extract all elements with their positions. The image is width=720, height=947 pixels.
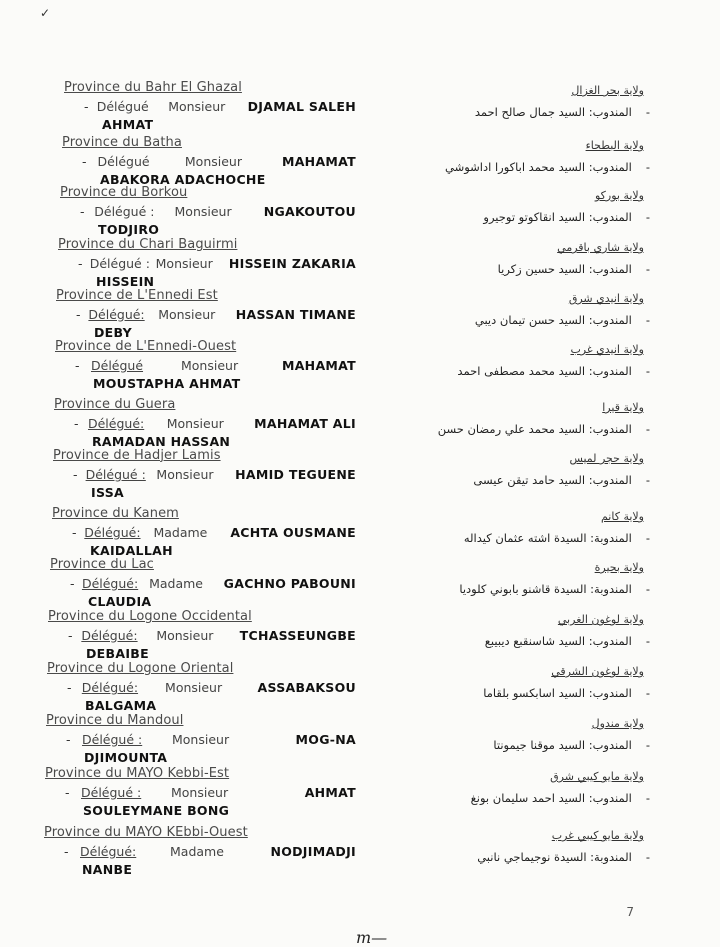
ar-delegate-line [459,582,650,596]
civility: Monsieur [165,680,223,695]
ar-province-title: ولاية لوغون الغربي [557,613,644,626]
civility: Monsieur [174,204,232,219]
fr-delegate-line [67,680,356,695]
fr-delegate-line [74,416,356,431]
ar-delegate-line [464,531,650,545]
civility: Monsieur [166,416,224,431]
ar-province-title: ولاية مايو كيبي شرق [550,770,644,783]
delegate-name-line1: HISSEIN ZAKARIA [228,256,356,271]
ar-delegate: المندوبة: السيدة قاشنو بابوني كلوديا [459,582,632,596]
fr-province-title: Province du Batha [62,135,182,150]
delegate-name-line2: ISSA [91,485,124,500]
ar-delegate-line [471,791,650,805]
ar-province-title: ولاية مايو كيبي غرب [551,829,644,842]
civility: Monsieur [181,358,239,373]
fr-delegate-line [78,256,356,271]
fr-delegate-line [70,576,356,591]
fr-province-title: Province de L'Ennedi Est [56,288,218,303]
delegate-name-line2: MOUSTAPHA AHMAT [93,376,241,391]
delegate-label: Délégué: [80,844,137,859]
ar-province-title: ولاية بحر الغزال [571,84,644,97]
delegate-label: Délégué : [85,467,146,482]
delegate-label: Délégué: [81,576,139,591]
ar-province-title: ولاية انيدي شرق [568,292,644,305]
civility: Madame [153,525,208,540]
delegate-label: Délégué: [81,680,139,695]
delegate-name-line1: HASSAN TIMANE [235,307,356,322]
delegate-label: Délégué: [87,416,145,431]
delegate-name-line1: ACHTA OUSMANE [230,525,356,540]
ar-delegate-line [493,738,650,752]
ar-delegate: المندوب: السيد موقنا جيمونتا [493,738,632,752]
ar-delegate-line [483,686,650,700]
ar-bullet-dash: - [645,105,650,119]
delegate-name-line2: NANBE [82,862,133,877]
ar-delegate-line [475,105,650,119]
delegate-name-line2: ABAKORA ADACHOCHE [100,172,266,187]
fr-province-title: Province du Logone Occidental [48,609,252,624]
delegate-name-line2: SOULEYMANE BONG [83,803,230,818]
ar-bullet-dash: - [645,160,650,174]
ar-delegate: المندوبة: السيدة اشته عثمان كيداله [463,531,632,545]
ar-bullet-dash: - [645,582,650,596]
civility: Monsieur [172,732,230,747]
ar-delegate: المندوب: السيد انقاكوتو توجيرو [483,210,632,224]
fr-delegate-line [72,525,356,540]
delegate-name-line1: ASSABAKSOU [257,680,356,695]
ar-delegate: المندوب: السيد محمد اباكورا اداشوشي [445,160,632,174]
fr-province-title: Province du Guera [54,397,176,412]
fr-province-title: Province du Borkou [60,185,188,200]
ar-bullet-dash: - [645,531,650,545]
fr-province-title: Province du Chari Baguirmi [58,237,238,252]
ar-delegate: المندوب: السيد شاسنقبع ديبيبع [484,634,632,648]
delegate-label: Délégué [97,154,150,169]
delegate-name-line1: MAHAMAT ALI [254,416,356,431]
fr-province-title: Province du Kanem [52,506,179,521]
ar-bullet-dash: - [645,364,650,378]
ar-delegate: المندوب: السيد محمد مصطفى احمد [457,364,632,378]
signature: m— [356,928,388,947]
delegate-name-line2: BALGAMA [85,698,157,713]
delegate-label: Délégué: [84,525,141,540]
ar-province-title: ولاية البطحاء [585,139,644,152]
civility: Madame [170,844,224,859]
ar-bullet-dash: - [645,791,650,805]
fr-province-title: Province de Hadjer Lamis [53,448,221,463]
ar-delegate: المندوب: السيد حسين زكريا [497,262,632,276]
delegate-name-line2: TODJIRO [98,222,160,237]
ar-province-title: ولاية انيدي غرب [570,343,644,356]
civility: Monsieur [155,256,213,271]
bullet-dash: - [68,628,73,643]
delegate-name-line2: KAIDALLAH [90,543,173,558]
bullet-dash: - [64,844,69,859]
ar-bullet-dash: - [645,313,650,327]
delegate-name-line2: HISSEIN [96,274,155,289]
ar-bullet-dash: - [645,210,650,224]
civility: Monsieur [158,307,216,322]
bullet-dash: - [65,785,70,800]
delegate-name-line2: AHMAT [102,117,154,132]
fr-province-title: Province du Lac [50,557,154,572]
fr-delegate-line [76,307,356,322]
delegate-label: Délégué : [89,256,150,271]
delegate-name-line1: GACHNO PABOUNI [223,576,356,591]
delegate-name-line1: NGAKOUTOU [263,204,356,219]
ar-bullet-dash: - [645,422,650,436]
fr-delegate-line [73,467,356,482]
ar-province-title: ولاية كانم [600,510,644,523]
delegate-label: Délégué : [82,732,143,747]
ar-delegate: المندوب: السيد محمد علي رمضان حسن [437,422,632,436]
delegate-name-line1: DJAMAL SALEH [247,99,356,114]
bullet-dash: - [67,680,72,695]
ar-delegate-line [477,850,650,864]
civility: Madame [149,576,203,591]
ar-delegate: المندوب: السيد احمد سليمان بونغ [470,791,632,805]
fr-province-title: Province du MAYO KEbbi-Ouest [44,825,248,840]
ar-bullet-dash: - [645,686,650,700]
civility: Monsieur [168,99,226,114]
ar-delegate-line [498,262,650,276]
delegate-name-line2: DJIMOUNTA [84,750,168,765]
delegate-name-line1: AHMAT [304,785,356,800]
bullet-dash: - [78,256,83,271]
ar-province-title: ولاية حجر لميس [569,452,644,465]
fr-province-title: Province du Bahr El Ghazal [64,80,242,95]
civility: Monsieur [156,628,214,643]
ar-delegate-line [475,313,650,327]
ar-province-title: ولاية شاري باقرمي [557,241,644,254]
fr-delegate-line [64,844,356,859]
bullet-dash: - [72,525,77,540]
fr-province-title: Province du Mandoul [46,713,184,728]
delegate-name-line1: NODJIMADJI [270,844,356,859]
delegate-name-line2: DEBY [94,325,133,340]
civility: Monsieur [171,785,229,800]
ar-province-title: ولاية لوغون الشرقي [551,665,644,678]
delegate-name-line1: HAMID TEGUENE [235,467,356,482]
delegate-name-line2: DEBAIBE [86,646,149,661]
fr-delegate-line [80,204,356,219]
delegate-name-line1: MAHAMAT [281,154,356,169]
fr-delegate-line [82,154,356,169]
bullet-dash: - [73,467,78,482]
ar-bullet-dash: - [645,634,650,648]
bullet-dash: - [80,204,85,219]
delegate-label: Délégué [96,99,149,114]
ar-province-title: ولاية قيرا [602,401,644,414]
delegate-label: Délégué: [81,628,138,643]
bullet-dash: - [76,307,81,322]
delegate-label: Délégué: [88,307,145,322]
bullet-dash: - [66,732,71,747]
delegate-label: Délégué : [81,785,142,800]
bullet-dash: - [70,576,75,591]
fr-delegate-line [75,358,356,373]
ar-province-title: ولاية مندول [591,717,644,730]
civility: Monsieur [184,154,242,169]
delegate-label: Délégué : [94,204,155,219]
fr-delegate-line [84,99,356,114]
fr-province-title: Province du Logone Oriental [47,661,234,676]
ar-delegate: المندوب: السيد حسن تيمان ديبي [474,313,632,327]
delegate-name-line2: CLAUDIA [88,594,152,609]
ar-delegate-line [457,364,650,378]
bullet-dash: - [84,99,89,114]
page-number: 7 [626,905,634,919]
ar-bullet-dash: - [645,738,650,752]
bullet-dash: - [82,154,87,169]
bullet-dash: - [74,416,79,431]
ar-bullet-dash: - [645,473,650,487]
ar-province-title: ولاية بحيرة [594,561,644,574]
ar-delegate: المندوبة: السيدة نوجيماجي نانبي [477,850,632,864]
fr-province-title: Province de L'Ennedi-Ouest [55,339,237,354]
bullet-dash: - [75,358,80,373]
fr-delegate-line [68,628,356,643]
delegate-name-line1: MAHAMAT [281,358,356,373]
ar-delegate-line [445,160,650,174]
ar-delegate-line [473,473,650,487]
delegate-name-line1: MOG-NA [295,732,356,747]
fr-delegate-line [65,785,356,800]
ar-delegate-line [485,634,650,648]
ar-delegate: المندوب: السيد حامد تيقن عيسى [473,473,632,487]
ar-delegate-line [483,210,650,224]
ar-bullet-dash: - [645,262,650,276]
ar-delegate: المندوب: السيد اسابكسو بلقاما [483,686,632,700]
delegate-name-line2: RAMADAN HASSAN [92,434,231,449]
ar-delegate-line [438,422,650,436]
ar-province-title: ولاية بوركو [594,189,644,202]
fr-delegate-line [66,732,356,747]
ar-bullet-dash: - [645,850,650,864]
delegate-name-line1: TCHASSEUNGBE [239,628,356,643]
fr-province-title: Province du MAYO Kebbi-Est [45,766,230,781]
delegate-label: Délégué [91,358,144,373]
civility: Monsieur [156,467,214,482]
ar-delegate: المندوب: السيد جمال صالح احمد [474,105,632,119]
corner-mark: ✓ [40,6,51,20]
